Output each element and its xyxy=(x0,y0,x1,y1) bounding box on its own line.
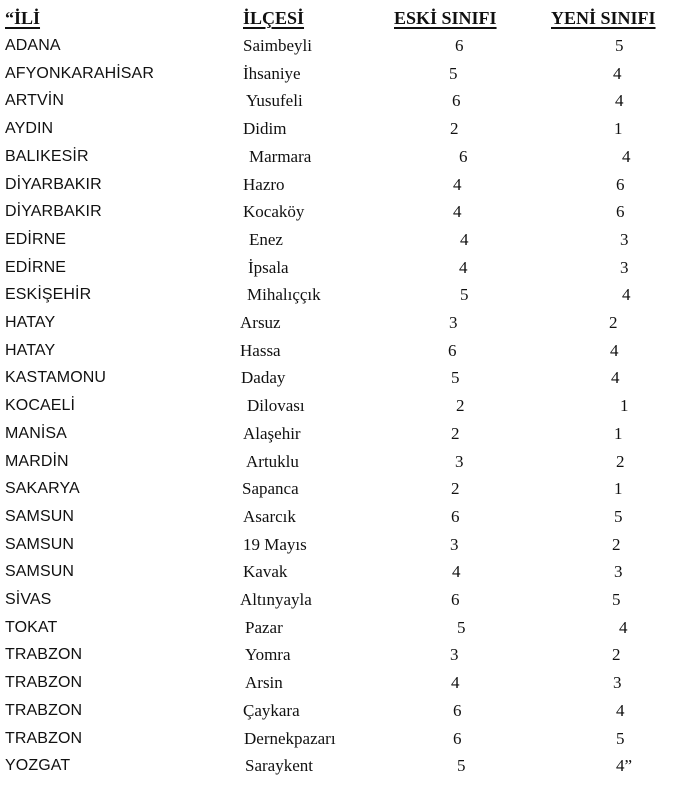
table-row xyxy=(0,752,676,780)
table-row xyxy=(0,475,676,503)
cell-eski-sinifi: 4 xyxy=(453,174,462,194)
table-row xyxy=(0,309,676,337)
table-row xyxy=(0,586,676,614)
table-row xyxy=(0,531,676,559)
table-row xyxy=(0,60,676,88)
cell-yeni-sinifi: 5 xyxy=(615,36,624,55)
cell-il: ARTVİN xyxy=(5,92,64,110)
cell-il: TRABZON xyxy=(5,674,83,692)
table-row xyxy=(0,697,676,725)
cell-yeni-sinifi: 6 xyxy=(616,174,625,194)
cell-il: EDİRNE xyxy=(5,258,67,276)
cell-il: TOKAT xyxy=(5,618,58,636)
cell-ilce: Artuklu xyxy=(246,451,299,471)
cell-eski-sinifi: 3 xyxy=(449,313,458,332)
cell-il: MARDİN xyxy=(5,452,69,470)
cell-yeni-sinifi: 2 xyxy=(609,313,618,332)
cell-ilce: Çaykara xyxy=(243,700,300,720)
cell-yeni-sinifi: 4 xyxy=(613,63,622,83)
table-row xyxy=(0,364,676,392)
cell-yeni-sinifi: 3 xyxy=(620,229,629,249)
cell-yeni-sinifi: 1 xyxy=(614,423,623,443)
cell-eski-sinifi: 6 xyxy=(459,146,468,166)
cell-yeni-sinifi: 4 xyxy=(615,91,624,111)
cell-eski-sinifi: 3 xyxy=(450,534,459,554)
cell-ilce: Asarcık xyxy=(243,506,296,526)
cell-il: MANİSA xyxy=(5,424,67,442)
cell-yeni-sinifi: 1 xyxy=(620,396,629,416)
cell-il: EDİRNE xyxy=(5,230,67,248)
cell-il: DİYARBAKIR xyxy=(5,203,102,221)
cell-eski-sinifi: 6 xyxy=(451,506,460,526)
cell-eski-sinifi: 5 xyxy=(451,368,460,388)
cell-il: SAKARYA xyxy=(5,480,80,498)
cell-ilce: Pazar xyxy=(245,617,283,637)
cell-yeni-sinifi: 3 xyxy=(613,673,622,693)
cell-yeni-sinifi: 3 xyxy=(614,562,623,582)
cell-ilce: Yusufeli xyxy=(246,91,303,111)
cell-yeni-sinifi: 4 xyxy=(611,368,620,388)
cell-eski-sinifi: 5 xyxy=(457,617,466,637)
header-ilce: İLÇESİ xyxy=(243,8,305,28)
cell-yeni-sinifi: 4 xyxy=(610,340,619,360)
cell-ilce: Altınyayla xyxy=(240,590,312,609)
cell-yeni-sinifi: 1 xyxy=(614,479,623,499)
cell-il: HATAY xyxy=(5,341,56,359)
cell-ilce: Dernekpazarı xyxy=(244,728,336,748)
cell-ilce: Kavak xyxy=(243,562,288,582)
cell-eski-sinifi: 6 xyxy=(448,340,457,360)
table-row xyxy=(0,392,676,420)
cell-yeni-sinifi: 2 xyxy=(612,645,621,665)
table-row xyxy=(0,254,676,282)
cell-il: SİVAS xyxy=(5,591,52,608)
cell-eski-sinifi: 2 xyxy=(451,423,460,443)
cell-eski-sinifi: 5 xyxy=(457,756,466,776)
cell-il: TRABZON xyxy=(5,646,83,664)
cell-ilce: Yomra xyxy=(245,645,291,665)
cell-ilce: 19 Mayıs xyxy=(243,534,307,554)
cell-il: ADANA xyxy=(5,37,61,54)
cell-ilce: Saraykent xyxy=(245,756,313,776)
cell-yeni-sinifi: 4 xyxy=(622,146,631,166)
cell-yeni-sinifi: 5 xyxy=(616,728,625,748)
cell-eski-sinifi: 6 xyxy=(453,700,462,720)
table-row xyxy=(0,641,676,669)
table-row xyxy=(0,558,676,586)
cell-ilce: Hassa xyxy=(240,340,281,360)
cell-eski-sinifi: 4 xyxy=(451,673,460,693)
cell-ilce: Saimbeyli xyxy=(243,36,312,55)
cell-ilce: Kocaköy xyxy=(243,202,305,222)
cell-eski-sinifi: 5 xyxy=(460,285,469,305)
cell-yeni-sinifi: 3 xyxy=(620,257,629,277)
cell-il: KOCAELİ xyxy=(5,397,76,415)
cell-ilce: Didim xyxy=(243,119,287,139)
cell-il: DİYARBAKIR xyxy=(5,175,102,193)
table-row xyxy=(0,669,676,697)
table-row xyxy=(0,614,676,642)
table-row xyxy=(0,337,676,365)
cell-yeni-sinifi: 4” xyxy=(616,756,633,776)
cell-yeni-sinifi: 4 xyxy=(616,700,625,720)
cell-il: SAMSUN xyxy=(5,507,75,525)
cell-ilce: Enez xyxy=(249,229,283,249)
cell-eski-sinifi: 4 xyxy=(459,257,468,277)
table-row xyxy=(0,87,676,115)
table-row xyxy=(0,198,676,226)
cell-eski-sinifi: 4 xyxy=(460,229,469,249)
cell-eski-sinifi: 5 xyxy=(449,63,458,83)
header-yeni-sinifi: YENİ SINIFI xyxy=(551,8,656,28)
cell-eski-sinifi: 3 xyxy=(450,645,459,665)
cell-eski-sinifi: 4 xyxy=(453,202,462,222)
table-row xyxy=(0,32,676,60)
table-row xyxy=(0,171,676,199)
cell-il: YOZGAT xyxy=(5,757,71,775)
cell-ilce: Mihalıççık xyxy=(247,285,321,305)
cell-il: KASTAMONU xyxy=(5,369,107,387)
cell-yeni-sinifi: 5 xyxy=(612,590,621,609)
cell-eski-sinifi: 6 xyxy=(452,91,461,111)
table-row xyxy=(0,226,676,254)
cell-il: HATAY xyxy=(5,314,56,331)
cell-ilce: Dilovası xyxy=(247,396,305,416)
cell-yeni-sinifi: 2 xyxy=(616,451,625,471)
cell-yeni-sinifi: 6 xyxy=(616,202,625,222)
cell-ilce: Sapanca xyxy=(242,479,299,499)
cell-ilce: Arsuz xyxy=(240,313,281,332)
header-eski-sinifi: ESKİ SINIFI xyxy=(394,8,497,28)
cell-eski-sinifi: 2 xyxy=(456,396,465,416)
cell-eski-sinifi: 4 xyxy=(452,562,461,582)
cell-ilce: Daday xyxy=(241,368,286,388)
cell-yeni-sinifi: 1 xyxy=(614,119,623,139)
cell-ilce: Hazro xyxy=(243,174,285,194)
cell-eski-sinifi: 6 xyxy=(451,590,460,609)
cell-il: BALIKESİR xyxy=(5,147,89,165)
cell-il: TRABZON xyxy=(5,701,83,719)
cell-yeni-sinifi: 5 xyxy=(614,506,623,526)
cell-yeni-sinifi: 4 xyxy=(622,285,631,305)
cell-yeni-sinifi: 2 xyxy=(612,534,621,554)
table-row xyxy=(0,725,676,753)
cell-ilce: Arsin xyxy=(245,673,283,693)
cell-il: AFYONKARAHİSAR xyxy=(5,64,154,82)
table-row xyxy=(0,448,676,476)
cell-il: AYDIN xyxy=(5,120,54,138)
cell-il: SAMSUN xyxy=(5,563,75,581)
cell-eski-sinifi: 3 xyxy=(455,451,464,471)
cell-ilce: İhsaniye xyxy=(243,63,301,83)
table-row xyxy=(0,503,676,531)
cell-eski-sinifi: 6 xyxy=(453,728,462,748)
header-il: “İLİ xyxy=(5,8,41,28)
cell-il: SAMSUN xyxy=(5,535,75,553)
table-row xyxy=(0,143,676,171)
table-row xyxy=(0,115,676,143)
cell-ilce: İpsala xyxy=(248,257,289,277)
cell-ilce: Alaşehir xyxy=(243,423,301,443)
cell-il: TRABZON xyxy=(5,729,83,747)
cell-eski-sinifi: 6 xyxy=(455,36,464,55)
cell-eski-sinifi: 2 xyxy=(451,479,460,499)
table-header xyxy=(0,4,676,32)
cell-yeni-sinifi: 4 xyxy=(619,617,628,637)
cell-il: ESKİŞEHİR xyxy=(5,286,92,304)
table-row xyxy=(0,420,676,448)
table-row xyxy=(0,281,676,309)
cell-ilce: Marmara xyxy=(249,146,312,166)
cell-eski-sinifi: 2 xyxy=(450,119,459,139)
